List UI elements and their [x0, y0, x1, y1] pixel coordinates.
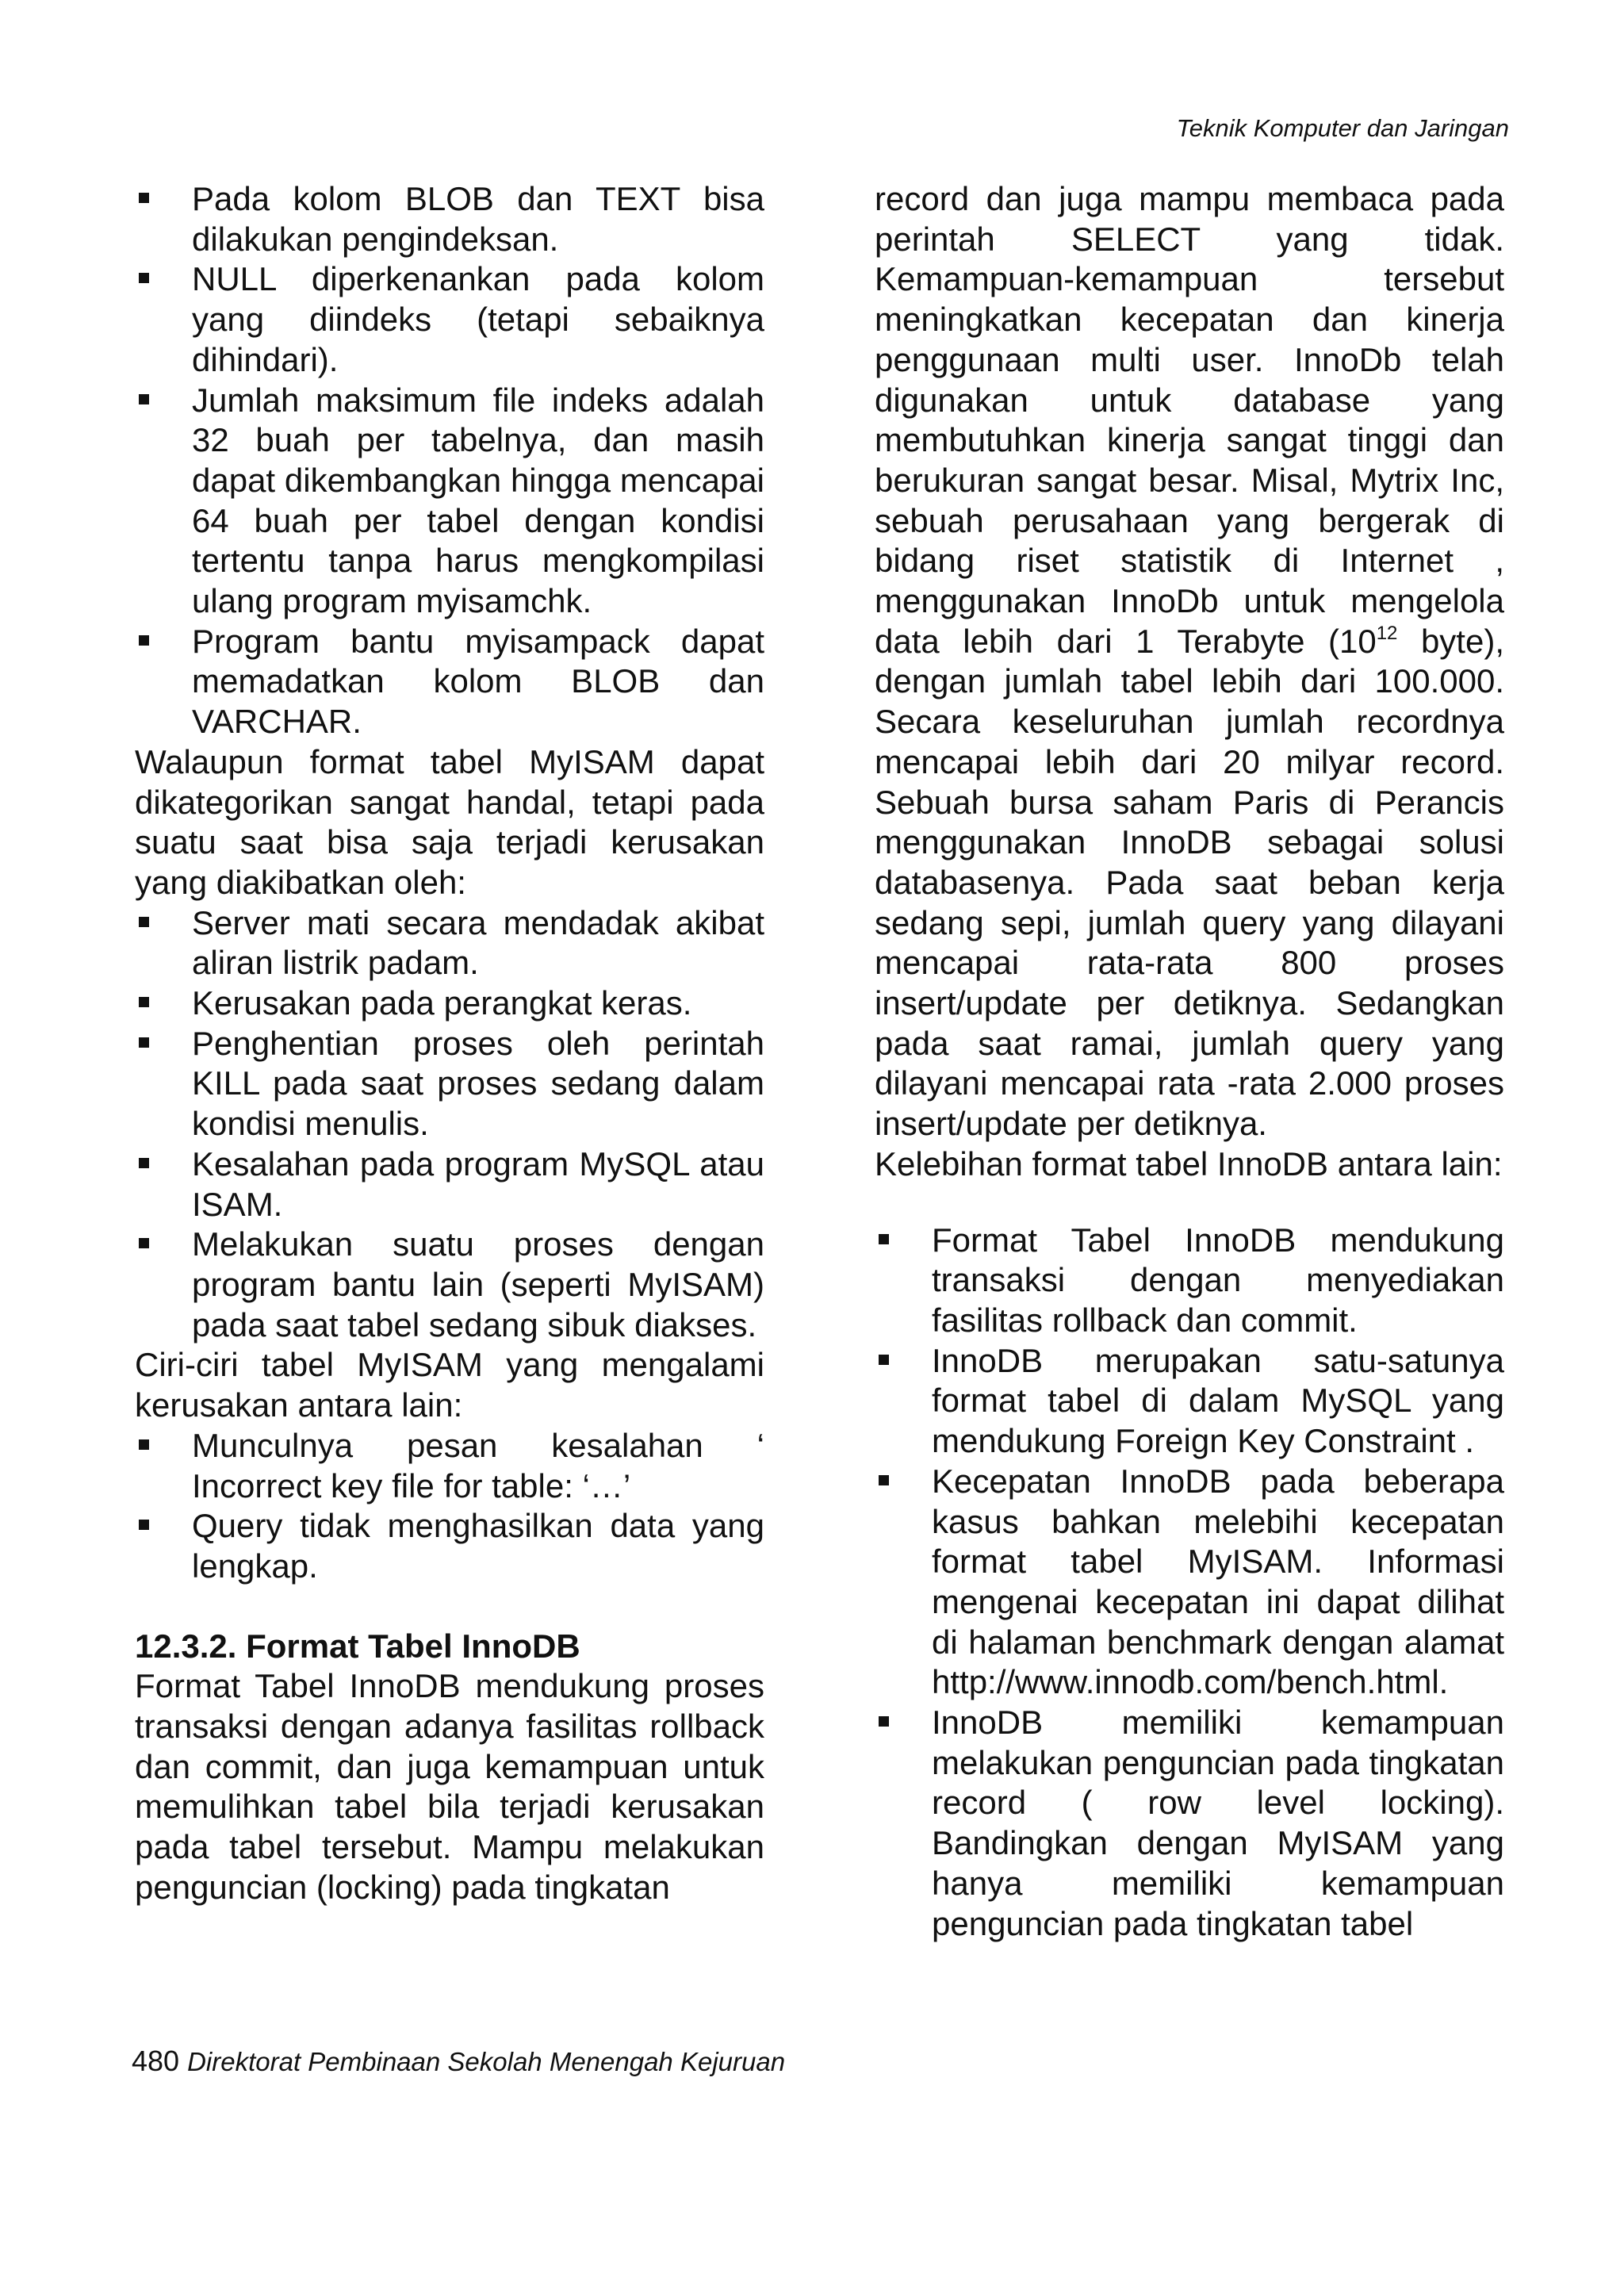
superscript-exponent: 12: [1376, 622, 1398, 644]
left-column: [135, 179, 764, 1908]
list-item: Kesalahan pada program MySQL atau ISAM.: [135, 1144, 764, 1225]
list-item: Query tidak menghasilkan data yang lengkap.: [135, 1506, 764, 1586]
list-item: Penghentian proses oleh perintah KILL pada saat proses sedang dalam kondisi menulis.: [135, 1024, 764, 1144]
page-footer: [132, 2045, 785, 2078]
symptoms-intro-paragraph: Ciri-ciri tabel MyISAM yang mengalami kerusakan antara lain:: [135, 1346, 764, 1424]
damage-causes-list: [135, 903, 764, 1346]
damage-symptoms-list: [135, 1426, 764, 1587]
list-item: Pada kolom BLOB dan TEXT bisa dilakukan pengindeksan.: [135, 179, 764, 259]
damage-intro-paragraph: Walaupun format tabel MyISAM dapat dikategorikan sangat handal, tetapi pada suatu saat bisa saja terjadi kerusakan yang diakibatkan oleh:: [135, 742, 764, 901]
list-item: InnoDB merupakan satu-satunya format tabel di dalam MySQL yang mendukung Foreign Key Constraint .: [875, 1341, 1504, 1462]
running-header-title: Teknik Komputer dan Jaringan: [1176, 114, 1509, 142]
innodb-text-part1: record dan juga mampu membaca pada perintah SELECT yang tidak. Kemampuan-kemampuan tersebut meningkatkan kecepatan dan kinerja penggunaan multi user. InnoDb telah digunakan untuk database yang membutuhkan kinerja sangat tinggi dan berukuran sangat besar. Misal, Mytrix Inc, sebuah perusahaan yang bergerak di bidang riset statistik di Internet , menggunakan InnoDb untuk mengelola data lebih dari 1 Terabyte (10: [875, 180, 1504, 660]
list-item: Jumlah maksimum file indeks adalah 32 buah per tabelnya, dan masih dapat dikembangkan hingga mencapai 64 buah per tabel dengan kondisi tertentu tanpa harus mengkompilasi ulang program myisamchk.: [135, 381, 764, 622]
list-item: Munculnya pesan kesalahan ‘ Incorrect key file for table: ‘…’: [135, 1426, 764, 1506]
spacer: [135, 1587, 764, 1627]
page-number: 480: [132, 2045, 180, 2077]
myisam-features-list: [135, 179, 764, 742]
advantages-intro-paragraph: Kelebihan format tabel InnoDB antara lain:: [875, 1144, 1503, 1182]
spacer: [875, 1185, 1504, 1221]
list-item: Melakukan suatu proses dengan program bantu lain (seperti MyISAM) pada saat tabel sedang sibuk diakses.: [135, 1225, 764, 1345]
innodb-text-part2: byte), dengan jumlah tabel lebih dari 100.000. Secara keseluruhan jumlah recordnya mencapai lebih dari 20 milyar record. Sebuah bursa saham Paris di Perancis menggunakan InnoDB sebagai solusi databasenya. Pada saat beban kerja sedang sepi, jumlah query yang dilayani mencapai rata-rata 800 proses insert/update per detiknya. Sedangkan pada saat ramai, jumlah query yang dilayani mencapai rata -rata 2.000 proses insert/update per detiknya.: [875, 622, 1504, 1143]
list-item: Kerusakan pada perangkat keras.: [135, 983, 764, 1024]
list-item: Server mati secara mendadak akibat aliran listrik padam.: [135, 903, 764, 983]
list-item: NULL diperkenankan pada kolom yang diindeks (tetapi sebaiknya dihindari).: [135, 259, 764, 380]
list-item: Format Tabel InnoDB mendukung transaksi dengan menyediakan fasilitas rollback dan commit.: [875, 1221, 1504, 1341]
innodb-intro-paragraph: Format Tabel InnoDB mendukung proses transaksi dengan adanya fasilitas rollback dan commit, dan juga kemampuan untuk memulihkan tabel bila terjadi kerusakan pada tabel tersebut. Mampu melakukan penguncian (locking) pada tingkatan: [135, 1667, 764, 1906]
list-item: InnoDB memiliki kemampuan melakukan penguncian pada tingkatan record ( row level locking). Bandingkan dengan MyISAM yang hanya memiliki kemampuan penguncian pada tingkatan tabel: [875, 1703, 1504, 1944]
list-item: Program bantu myisampack dapat memadatkan kolom BLOB dan VARCHAR.: [135, 622, 764, 742]
footer-text: Direktorat Pembinaan Sekolah Menengah Kejuruan: [187, 2047, 786, 2076]
innodb-advantages-list: [875, 1221, 1504, 1945]
section-heading: 12.3.2. Format Tabel InnoDB: [135, 1627, 580, 1665]
right-column: [875, 179, 1504, 1944]
list-item: Kecepatan InnoDB pada beberapa kasus bahkan melebihi kecepatan format tabel MyISAM. Informasi mengenai kecepatan ini dapat dilihat di halaman benchmark dengan alamat http://www.innodb.com/bench.html.: [875, 1462, 1504, 1703]
innodb-continued-paragraph: [875, 179, 1504, 1144]
